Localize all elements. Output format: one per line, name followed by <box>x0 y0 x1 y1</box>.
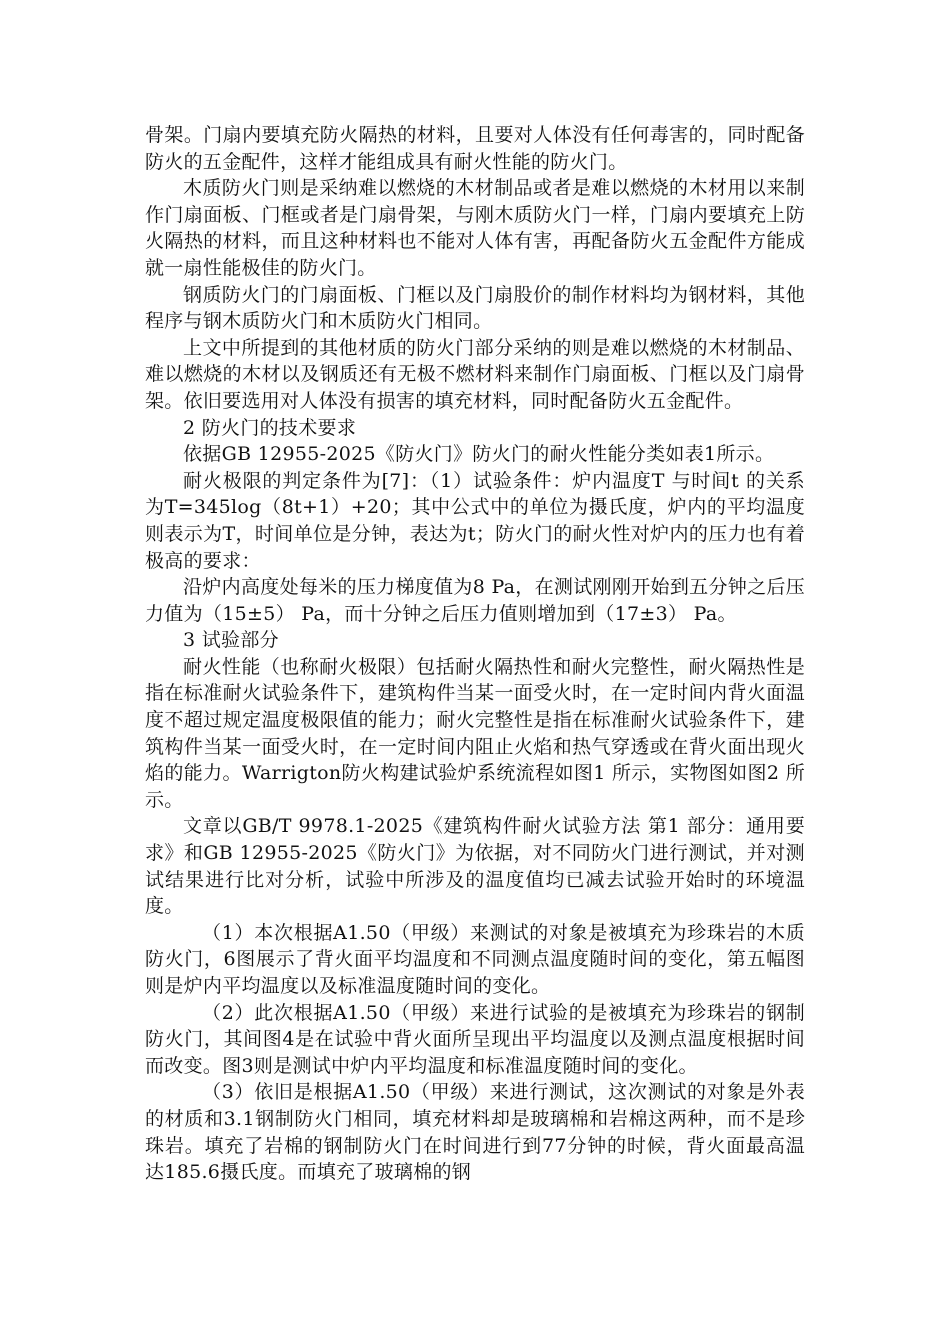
paragraph-other-materials: 上文中所提到的其他材质的防火门部分采纳的则是难以燃烧的木材制品、难以燃烧的木材以及钢质还有无极不燃材料来制作门扇面板、门框以及门扇骨架。依旧要选用对人体没有损害的填充材料，同时配备防火五金配件。 <box>145 336 805 412</box>
paragraph-test-item-1: （1）本次根据A1.50（甲级）来测试的对象是被填充为珍珠岩的木质防火门，6图展示了背火面平均温度和不同测点温度随时间的变化，第五幅图则是炉内平均温度以及标准温度随时间的变化。 <box>145 921 805 997</box>
paragraph-test-item-3: （3）依旧是根据A1.50（甲级）来进行测试，这次测试的对象是外表的材质和3.1钢制防火门相同，填充材料却是玻璃棉和岩棉这两种，而不是珍珠岩。填充了岩棉的钢制防火门在时间进行到77分钟的时候，背火面最高温达185.6摄氏度。而填充了玻璃棉的钢 <box>145 1081 805 1184</box>
document-body <box>145 122 805 1186</box>
paragraph-test-conditions: 耐火极限的判定条件为[7]：（1）试验条件：炉内温度T 与时间t 的关系为T=345log（8t+1）+20；其中公式中的单位为摄氏度，炉内的平均温度则表示为T，时间单位是分钟，表达为t；防火门的耐火性对炉内的压力也有着极高的要求： <box>145 469 805 572</box>
paragraph-fire-resistance-definition: 耐火性能（也称耐火极限）包括耐火隔热性和耐火完整性，耐火隔热性是指在标准耐火试验条件下，建筑构件当某一面受火时，在一定时间内背火面温度不超过规定温度极限值的能力；耐火完整性是指在标准耐火试验条件下，建筑构件当某一面受火时，在一定时间内阻止火焰和热气穿透或在背火面出现火焰的能力。Warrigton防火构建试验炉系统流程如图1 所示，实物图如图2 所示。 <box>145 655 805 811</box>
paragraph-wooden-door: 木质防火门则是采纳难以燃烧的木材制品或者是难以燃烧的木材用以来制作门扇面板、门框或者是门扇骨架，与刚木质防火门一样，门扇内要填充上防火隔热的材料，而且这种材料也不能对人体有害，再配备防火五金配件方能成就一扇性能极佳的防火门。 <box>145 177 805 279</box>
paragraph-pressure-gradient: 沿炉内高度处每米的压力梯度值为8 Pa，在测试刚刚开始到五分钟之后压力值为（15±5） Pa，而十分钟之后压力值则增加到（17±3） Pa。 <box>145 576 805 625</box>
paragraph-test-basis: 文章以GB/T 9978.1-2025《建筑构件耐火试验方法 第1 部分：通用要求》和GB 12955-2025《防火门》为依据，对不同防火门进行测试，并对测试结果进行比对分析，试验中所涉及的温度值均已减去试验开始时的环境温度。 <box>145 815 805 918</box>
paragraph-standard-reference: 依据GB 12955-2025《防火门》防火门的耐火性能分类如表1所示。 <box>183 443 775 466</box>
paragraph-test-item-2: （2）此次根据A1.50（甲级）来进行试验的是被填充为珍珠岩的钢制防火门，其间图4是在试验中背火面所呈现出平均温度以及测点温度根据时间而改变。图3则是测试中炉内平均温度和标准温度随时间的变化。 <box>145 1001 805 1077</box>
section-heading-technical-requirements: 2 防火门的技术要求 <box>183 416 357 439</box>
paragraph-steel-door: 钢质防火门的门扇面板、门框以及门扇股价的制作材料均为钢材料，其他程序与钢木质防火门和木质防火门相同。 <box>145 283 805 333</box>
section-heading-experiment: 3 试验部分 <box>183 629 279 652</box>
paragraph-door-frame-continued: 骨架。门扇内要填充防火隔热的材料，且要对人体没有任何毒害的，同时配备防火的五金配件，这样才能组成具有耐火性能的防火门。 <box>145 124 805 173</box>
